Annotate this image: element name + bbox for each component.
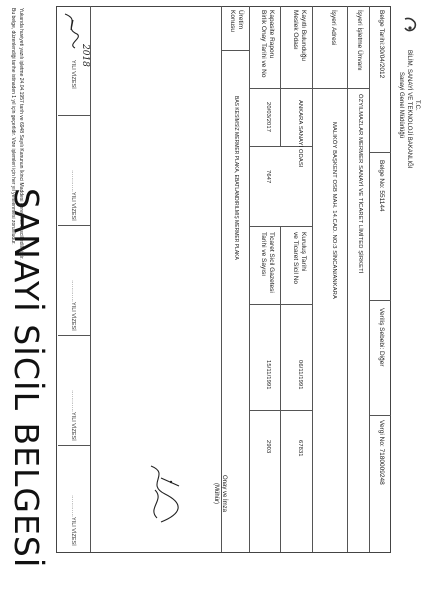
founding-label-1: Kuruluş Tarihi [300, 232, 307, 272]
vize-cell-2: …………YILI VİZESİ [70, 170, 76, 221]
vize-cell-1: YILI VİZESİ [70, 60, 76, 89]
chamber-label-2: Meslek Odası [292, 10, 299, 50]
chamber-reg-label-1: Kapasite Raporu [268, 10, 275, 59]
header-ministry: BİLİM, SANAYİ VE TEKNOLOJİ BAKANLIĞI [406, 50, 412, 169]
approval-label-2: (Mühür) [213, 483, 219, 505]
approval-signature-icon [127, 456, 207, 536]
header-country: T.C. [414, 100, 420, 111]
address-label: İşyeri Adresi [330, 10, 337, 46]
header-directorate: Sanayi Genel Müdürlüğü [398, 72, 404, 139]
product-label-1: Üretim [237, 10, 244, 30]
chamber-reg-no: 7647 [265, 170, 271, 184]
company-label: İşyeri İşletme Ünvanı [356, 10, 363, 71]
vize-cell-3: …………YILI VİZESİ [70, 280, 76, 331]
chamber-label-1: Kayıtlı Bulunduğu [300, 10, 307, 61]
belge-no: Belge No: 551144 [378, 160, 385, 212]
vize-cell-4: …………YILI VİZESİ [70, 390, 76, 441]
ministry-logo-icon [399, 14, 421, 36]
gazette-label-1: Ticaret Sicil Gazetesi [268, 232, 275, 293]
date-label: Belge Tarihi:30/04/2012 [378, 10, 385, 79]
gazette-no: 2903 [265, 440, 271, 454]
gazette-label-2: Tarihi ve Sayısı [260, 232, 267, 277]
footer-line-2: Bu belge, düzenlendiği tarihe istinaden 1 yıl için geçerlidir. Vize işlemleri için her yıl yenilenmesi zorunludur. [10, 8, 16, 245]
footer-line-1: Yukarıda huviyeti yazılı işletme 24.04.1957 tarih ve 6948 Sayılı Kanunun İkinci Maddesi gereğince tescil edilmiştir. [18, 8, 24, 260]
date-value: 30/04/2012 [378, 45, 385, 79]
address-value: MALIKÖY BAŞKENT OSB MAH. 14.CAD. NO:3 SİNCAN/ANKARA [331, 122, 337, 299]
belge-no-value: 551144 [378, 190, 385, 212]
founding-label-2: ve Ticaret Sicil No [292, 232, 299, 285]
gazette-date: 15/11/1991 [265, 360, 271, 390]
tax-no-value: 7180009248 [378, 448, 385, 485]
approval-label-1: Onay ve İmza [221, 475, 227, 513]
vize-cell-5: …………YILI VİZESİ [70, 495, 76, 546]
tax-no: Vergi No: 7180009248 [378, 420, 385, 485]
vize-year-handwritten: 2018 [80, 44, 90, 67]
founding-no: 67831 [297, 440, 303, 457]
vize-signature-icon [59, 10, 87, 50]
document-title: SANAYİ SİCİL BELGESİ [7, 188, 46, 569]
reason-value: Diğer [378, 351, 385, 367]
product-label-2: Konusu [229, 10, 236, 33]
product-value: BAS KESİMSİZ MERMER PLAKA, EBATLANDIRILMIŞ MERMER PLAKA [233, 96, 239, 260]
founding-date: 06/11/1991 [297, 360, 303, 390]
chamber-reg-date: 20/03/2017 [265, 102, 271, 133]
chamber-value: ANKARA SANAYİ ODASI [297, 100, 303, 168]
company-value: ÖZYILMAZLAR MERMER SANAYİ VE TİCARET LİMİTED ŞİRKETİ [357, 94, 363, 274]
reason: Veriliş Sebebi: Diğer [378, 308, 385, 367]
chamber-reg-label-2: Birlik Onay Tarihi ve No [260, 10, 267, 78]
